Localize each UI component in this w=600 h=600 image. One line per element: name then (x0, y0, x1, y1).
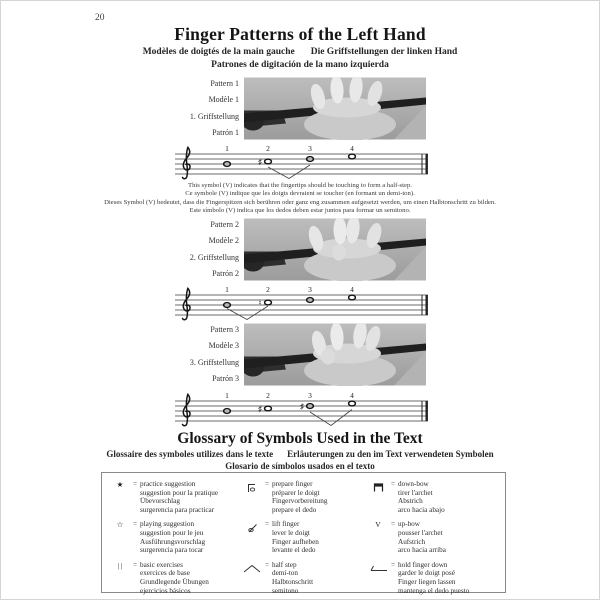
accidental: ♯ (300, 402, 304, 412)
pattern-3-staff (171, 389, 433, 429)
glossary-entry-practice: ★ = practice suggestion suggestion pour la pratique Übevorschlag surgerencia para practicar (110, 480, 242, 514)
pattern-label: Patrón 2 (212, 268, 239, 278)
glossary-entry-half-step: = half step demi-ton Halbtonschritt semitono (242, 561, 368, 595)
whole-notes (224, 295, 356, 307)
playing-suggestion-icon: ☆ (116, 520, 124, 530)
half-step-marker (268, 165, 310, 179)
basic-exercises-icon: | | (117, 560, 123, 570)
pattern-2-photo (244, 218, 426, 281)
pattern-3-section (1, 323, 599, 386)
whole-notes (224, 154, 356, 166)
svg-text:2: 2 (266, 391, 270, 400)
pattern-3-labels (101, 325, 239, 383)
pattern-2-staff (171, 283, 433, 323)
staff-lines (175, 295, 428, 315)
half-step-icon (243, 564, 261, 573)
accidental: ♯ (258, 157, 262, 167)
explanation-es: Este símbolo (V) indica que los dedos deben estar juntos para formar un semitono. (189, 206, 411, 214)
glossary-column-2 (242, 480, 368, 595)
half-step-marker (227, 306, 268, 320)
pattern-label: Pattern 2 (210, 220, 239, 229)
pattern-label: 3. Griffstellung (189, 357, 239, 367)
glossary-entry-playing: ☆ = playing suggestion suggestion pour le jeu Ausführungsvorschlag surgerencia para tocar (110, 520, 242, 554)
subtitle-de: Die Griffstellungen der linken Hand (310, 47, 458, 57)
explanation-fr: Ce symbole (V) indique que les doigts devraient se toucher (en formant un demi-ton). (185, 190, 415, 198)
pattern-3-photo (244, 323, 426, 386)
hold-finger-down-icon (369, 564, 388, 572)
accidental: ♮ (258, 298, 262, 308)
glossary-box (101, 472, 506, 593)
pattern-label: 1. Griffstellung (189, 111, 239, 121)
accidental: ♯ (258, 404, 262, 414)
svg-text:2: 2 (266, 144, 270, 153)
svg-text:4: 4 (350, 144, 354, 153)
svg-text:4: 4 (350, 285, 354, 294)
pattern-2-labels (101, 220, 239, 278)
staff-lines (175, 154, 428, 174)
glossary-title: Glossary of Symbols Used in the Text (177, 430, 423, 447)
pattern-1-labels (101, 79, 239, 137)
glossary-column-3 (368, 480, 497, 595)
glossary-entry-hold-finger-down: = hold finger down garder le doigt posé Finger liegen lassen mantenga el dedo puesto (368, 561, 497, 595)
pattern-2-section (1, 218, 599, 281)
explanation-en: This symbol (V) indicates that the fingertips should be touching to form a half-step. (188, 182, 412, 189)
half-step-explanation (1, 182, 599, 215)
pattern-label: Modèle 3 (208, 341, 239, 351)
svg-text:2: 2 (266, 285, 270, 294)
svg-text:1: 1 (225, 391, 229, 400)
page-title: Finger Patterns of the Left Hand (174, 24, 426, 44)
finger-numbers (225, 285, 354, 294)
pattern-1-photo (244, 77, 426, 140)
glossary-entry-up-bow: V = up-bow pousser l'archet Aufstrich arco hacia arriba (368, 520, 497, 554)
glossary-entry-lift-finger: = lift finger lever le doigt Finger aufheben levante el dedo (242, 520, 368, 554)
pattern-label: 2. Griffstellung (189, 252, 239, 262)
glossary-subtitle-de: Erläuterungen zu den im Text verwendeten Symbolen (287, 449, 494, 459)
pattern-1-staff (171, 142, 433, 182)
whole-notes (224, 401, 356, 413)
pattern-label: Pattern 1 (210, 79, 239, 88)
glossary-column-1 (110, 480, 242, 595)
pattern-1-section (1, 77, 599, 140)
glossary-subtitle-fr-de (1, 449, 599, 459)
glossary-subtitle-es: Glosario de símbolos usados en el texto (225, 461, 375, 471)
svg-text:1: 1 (225, 144, 229, 153)
half-step-marker (310, 410, 352, 426)
pattern-label: Pattern 3 (210, 325, 239, 334)
svg-text:3: 3 (308, 391, 312, 400)
prepare-finger-icon (247, 483, 258, 493)
explanation-de: Dieses Symbol (V) bedeutet, dass die Fingerspitzen sich berühren oder ganz eng zusammen aufgesetzt werden, um einen Halbtonschritt zu bilden. (104, 198, 496, 206)
lift-finger-icon (247, 523, 258, 533)
glossary-entry-down-bow: = down-bow tirer l'archet Abstrich arco hacia abajo (368, 480, 497, 514)
pattern-label: Patrón 3 (212, 373, 239, 383)
subtitle-fr-de (1, 47, 599, 57)
down-bow-icon (373, 483, 384, 492)
glossary-entry-prepare-finger: = prepare finger préparer le doigt Fingervorbereitung prepare el dedo (242, 480, 368, 514)
finger-numbers (225, 144, 354, 153)
up-bow-icon: V (375, 520, 381, 530)
subtitle-fr: Modèles de doigtés de la main gauche (142, 47, 295, 57)
svg-text:4: 4 (350, 391, 354, 400)
glossary-entry-basic-exercises: | | = basic exercises exercices de base Grundlegende Übungen ejercicios básicos (110, 561, 242, 595)
svg-text:3: 3 (308, 285, 312, 294)
pattern-label: Modèle 1 (208, 95, 239, 105)
finger-numbers (225, 391, 354, 400)
svg-text:3: 3 (308, 144, 312, 153)
glossary-subtitle-fr: Glossaire des symboles utilizes dans le texte (106, 449, 274, 459)
svg-text:1: 1 (225, 285, 229, 294)
pattern-label: Modèle 2 (208, 236, 239, 246)
practice-suggestion-icon: ★ (116, 480, 124, 489)
pattern-label: Patrón 1 (212, 127, 239, 137)
subtitle-es: Patrones de digitación de la mano izquierda (211, 60, 389, 70)
page-number: 20 (95, 13, 105, 23)
